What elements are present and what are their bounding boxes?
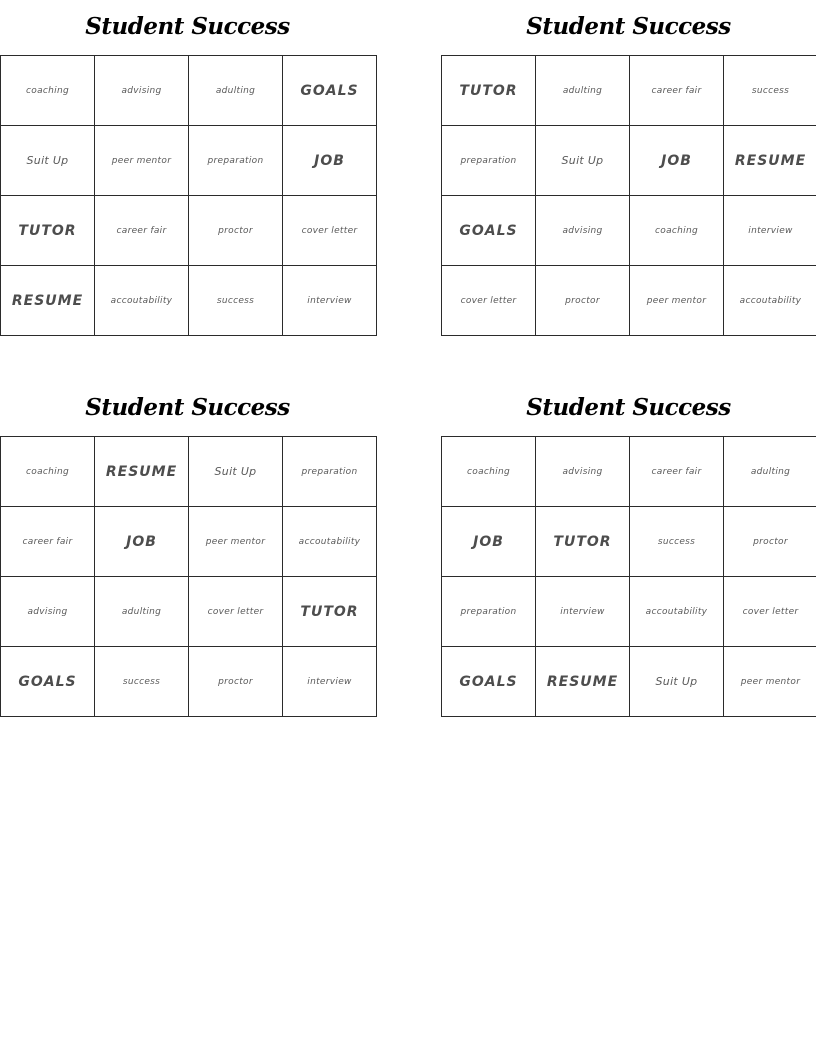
- bingo-grid: [441, 55, 816, 336]
- bingo-cell: proctor: [189, 647, 283, 717]
- grid-row: [1, 56, 377, 126]
- bingo-cell: accoutability: [283, 507, 377, 577]
- bingo-cell: accoutability: [630, 577, 724, 647]
- grid-row: [1, 126, 377, 196]
- grid-row: [442, 56, 816, 126]
- bingo-cell: RESUME: [536, 647, 630, 717]
- bingo-cell: Suit Up: [189, 437, 283, 507]
- bingo-cell: preparation: [189, 126, 283, 196]
- bingo-cell: career fair: [1, 507, 95, 577]
- bingo-cell: adulting: [95, 577, 189, 647]
- bingo-cell: Suit Up: [630, 647, 724, 717]
- bingo-cell: coaching: [1, 56, 95, 126]
- bingo-cell: peer mentor: [189, 507, 283, 577]
- bingo-cell: proctor: [189, 196, 283, 266]
- bingo-cell: adulting: [724, 437, 816, 507]
- grid-row: [442, 126, 816, 196]
- grid-row: [442, 266, 816, 336]
- card-title: Student Success: [526, 394, 731, 421]
- bingo-cell: TUTOR: [283, 577, 377, 647]
- bingo-cell: GOALS: [283, 56, 377, 126]
- bingo-cell: proctor: [536, 266, 630, 336]
- bingo-cell: adulting: [536, 56, 630, 126]
- bingo-cell: GOALS: [442, 647, 536, 717]
- bingo-cell: advising: [536, 196, 630, 266]
- bingo-cell: success: [724, 56, 816, 126]
- card-title: Student Success: [85, 394, 290, 421]
- bingo-cell: advising: [1, 577, 95, 647]
- bingo-cell: coaching: [442, 437, 536, 507]
- bingo-cell: GOALS: [442, 196, 536, 266]
- grid-row: [442, 196, 816, 266]
- grid-row: [442, 647, 816, 717]
- grid-row: [442, 507, 816, 577]
- bingo-cell: adulting: [189, 56, 283, 126]
- grid-row: [442, 437, 816, 507]
- bingo-cell: peer mentor: [95, 126, 189, 196]
- bingo-cell: preparation: [442, 577, 536, 647]
- bingo-cell: interview: [536, 577, 630, 647]
- bingo-cell: career fair: [630, 56, 724, 126]
- grid-row: [1, 196, 377, 266]
- bingo-cell: success: [630, 507, 724, 577]
- bingo-cell: accoutability: [95, 266, 189, 336]
- grid-row: [1, 647, 377, 717]
- bingo-cell: peer mentor: [724, 647, 816, 717]
- bingo-cell: preparation: [442, 126, 536, 196]
- bingo-cell: coaching: [1, 437, 95, 507]
- bingo-cell: Suit Up: [536, 126, 630, 196]
- bingo-grid: [0, 436, 377, 717]
- bingo-cell: JOB: [442, 507, 536, 577]
- card-title: Student Success: [526, 13, 731, 40]
- bingo-cell: preparation: [283, 437, 377, 507]
- bingo-cell: RESUME: [95, 437, 189, 507]
- bingo-cell: accoutability: [724, 266, 816, 336]
- bingo-cell: JOB: [283, 126, 377, 196]
- bingo-grid: [0, 55, 377, 336]
- bingo-cell: interview: [283, 266, 377, 336]
- bingo-cell: TUTOR: [442, 56, 536, 126]
- bingo-cell: advising: [536, 437, 630, 507]
- grid-row: [1, 507, 377, 577]
- grid-row: [442, 577, 816, 647]
- bingo-cell: cover letter: [442, 266, 536, 336]
- grid-row: [1, 266, 377, 336]
- bingo-cell: proctor: [724, 507, 816, 577]
- bingo-cell: advising: [95, 56, 189, 126]
- bingo-cell: RESUME: [724, 126, 816, 196]
- bingo-cell: success: [95, 647, 189, 717]
- bingo-cell: career fair: [630, 437, 724, 507]
- bingo-cell: Suit Up: [1, 126, 95, 196]
- bingo-cell: TUTOR: [1, 196, 95, 266]
- bingo-grid: [441, 436, 816, 717]
- card-title: Student Success: [85, 13, 290, 40]
- bingo-cell: RESUME: [1, 266, 95, 336]
- bingo-cell: GOALS: [1, 647, 95, 717]
- bingo-cell: success: [189, 266, 283, 336]
- bingo-cell: career fair: [95, 196, 189, 266]
- bingo-cell: interview: [724, 196, 816, 266]
- bingo-cell: cover letter: [189, 577, 283, 647]
- bingo-cell: cover letter: [724, 577, 816, 647]
- bingo-cell: cover letter: [283, 196, 377, 266]
- bingo-cell: interview: [283, 647, 377, 717]
- grid-row: [1, 437, 377, 507]
- bingo-cell: JOB: [95, 507, 189, 577]
- bingo-cell: TUTOR: [536, 507, 630, 577]
- bingo-cell: JOB: [630, 126, 724, 196]
- bingo-cell: coaching: [630, 196, 724, 266]
- bingo-cell: peer mentor: [630, 266, 724, 336]
- grid-row: [1, 577, 377, 647]
